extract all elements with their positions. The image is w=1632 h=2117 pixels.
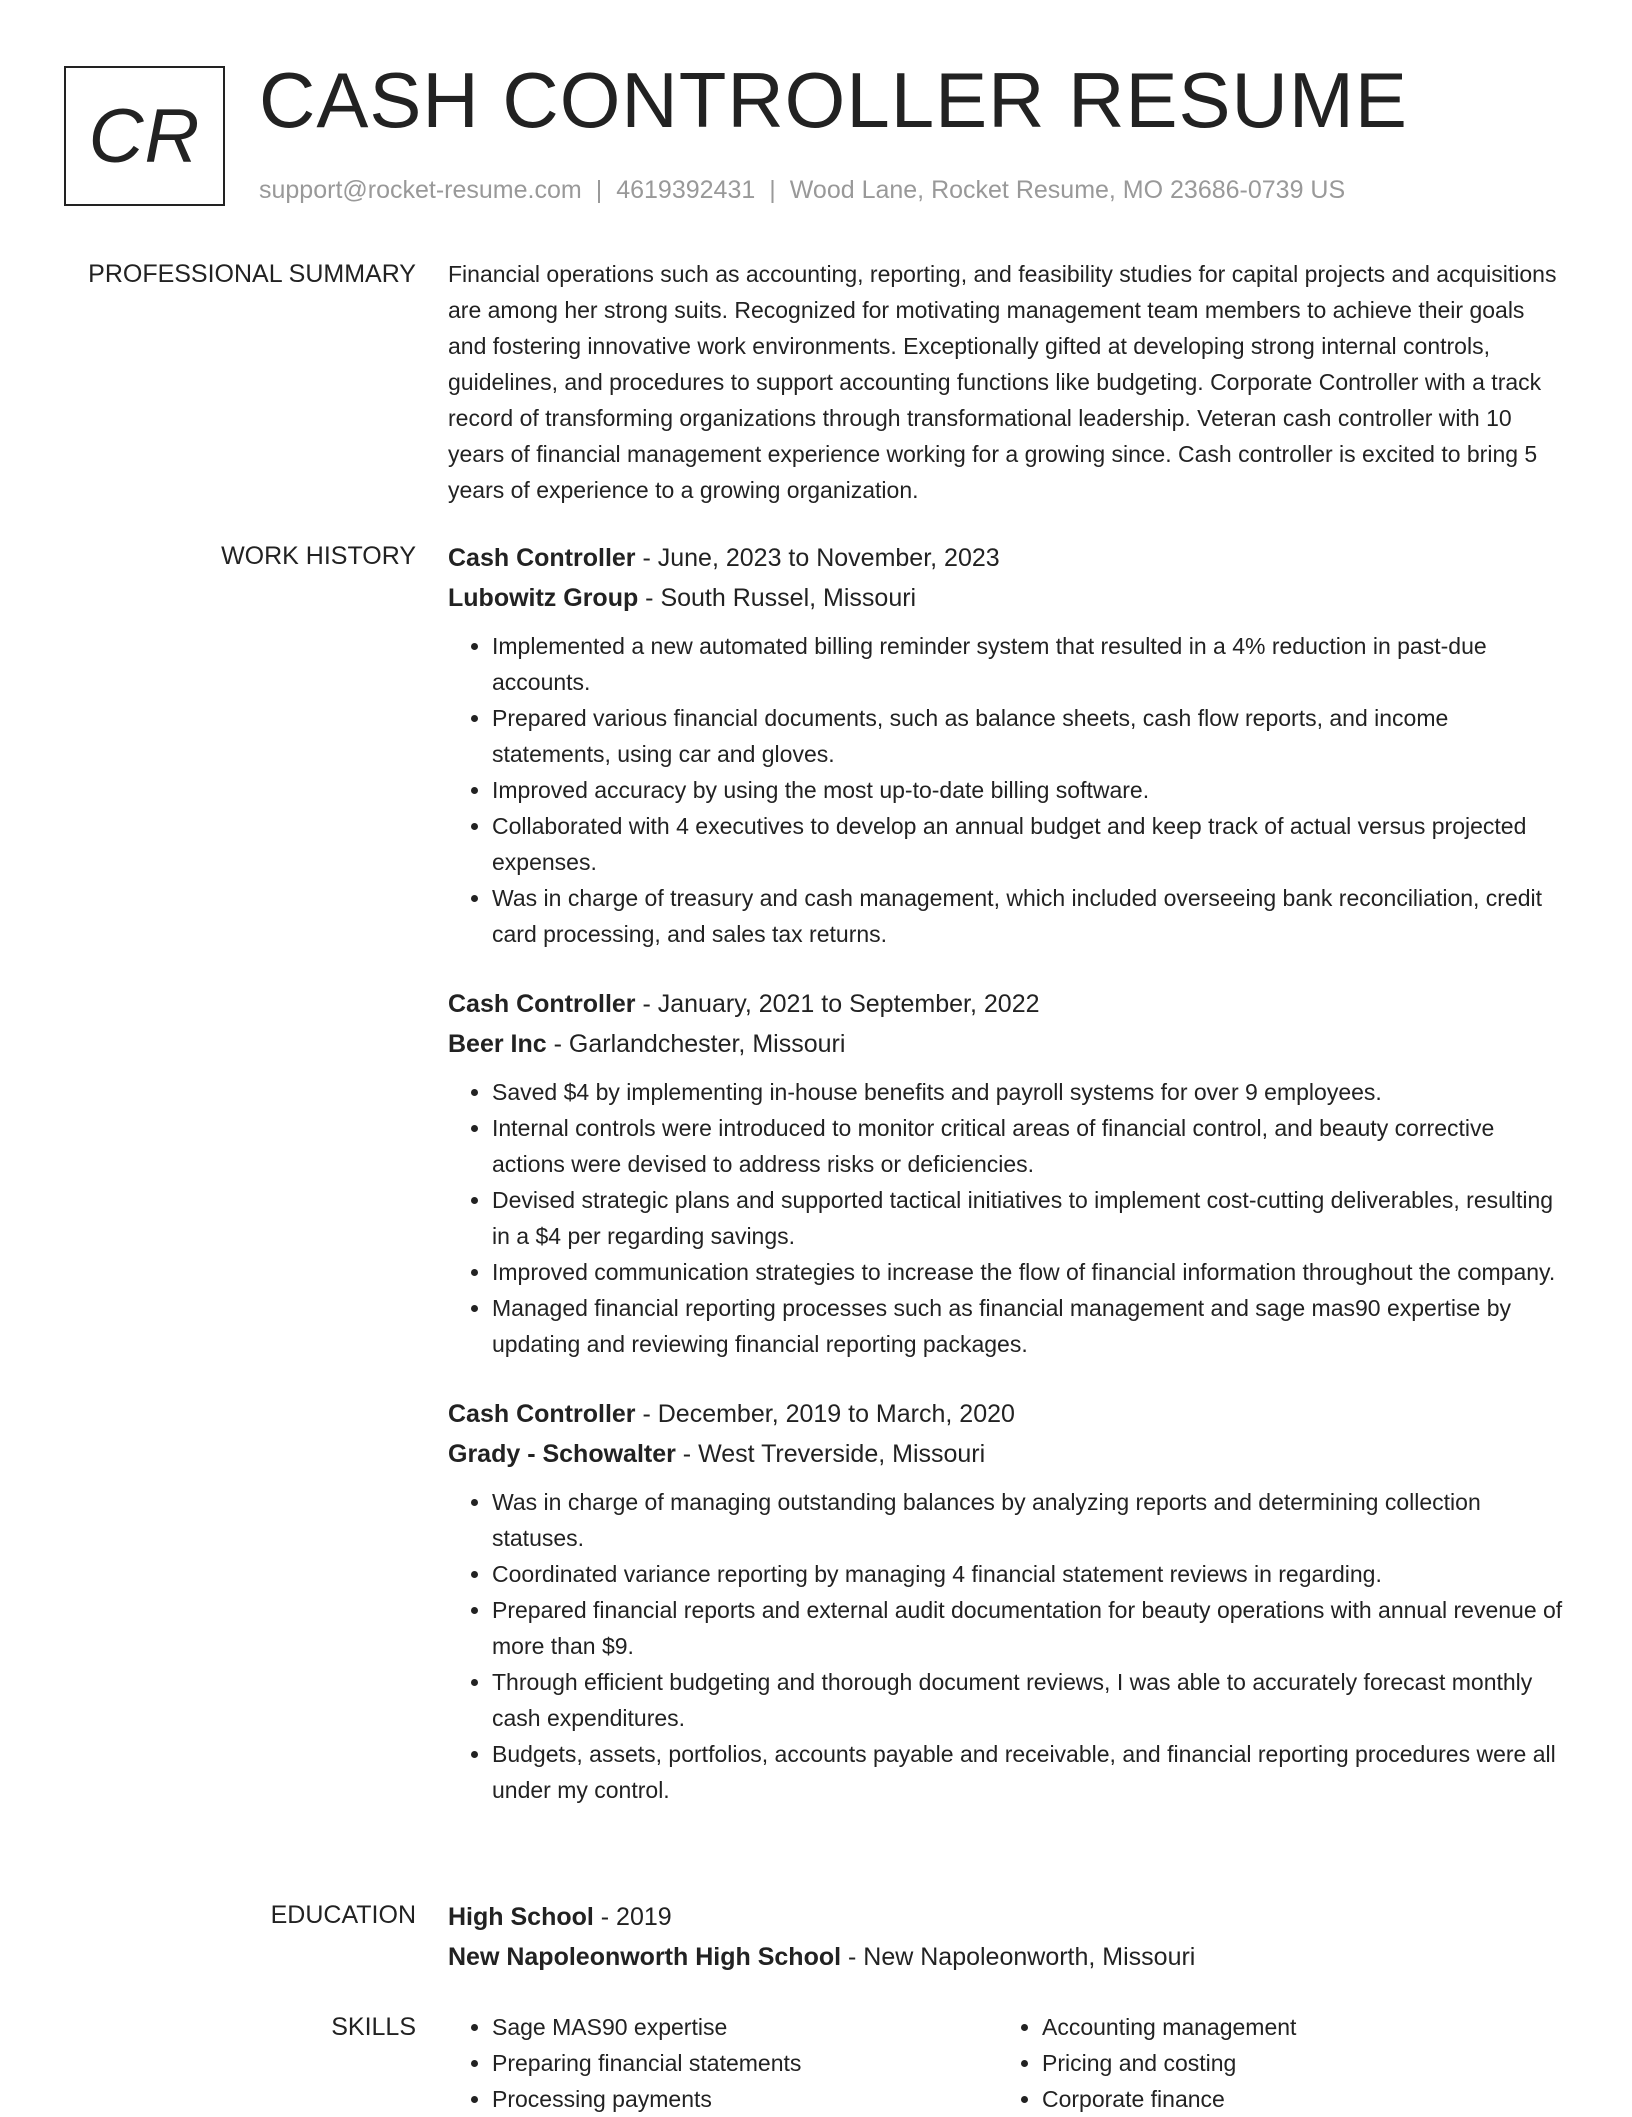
resume-title: CASH CONTROLLER RESUME: [259, 56, 1408, 144]
job-company-line: [448, 1024, 1568, 1064]
job-bullet: • Improved accuracy by using the most up-to-date billing software.: [492, 772, 1568, 808]
education-label: EDUCATION: [270, 1901, 416, 1929]
job-bullet: • Collaborated with 4 executives to develop an annual budget and keep track of actual versus projected expenses.: [492, 808, 1568, 880]
monogram-initials: CR: [88, 93, 201, 179]
summary-text: Financial operations such as accounting, reporting, and feasibility studies for capital projects and acquisitions are among her strong suits. Recognized for motivating management team members to achieve their goals and fostering innovative work environments. Exceptionally gifted at developing strong internal controls, guidelines, and procedures to support accounting functions like budgeting. Corporate Controller with a track record of transforming organizations through transformational leadership. Veteran cash controller with 10 years of financial management experience working for a growing since. Cash controller is excited to bring 5 years of experience to a growing organization.: [448, 261, 1557, 503]
job-bullet: • Saved $4 by implementing in-house benefits and payroll systems for over 9 employees.: [492, 1074, 1568, 1110]
job-location: - West Treverside, Missouri: [675, 1440, 986, 1468]
job-bullet: • Was in charge of treasury and cash management, which included overseeing bank reconciliation, credit card processing, and sales tax returns.: [492, 880, 1568, 952]
job-company: Beer Inc: [448, 1030, 547, 1058]
job-title: Cash Controller: [448, 1400, 636, 1428]
skill-item: • Corporate finance: [1042, 2081, 1548, 2117]
skill-item: • Pricing and costing: [1042, 2045, 1548, 2081]
work-history-body: [448, 538, 1568, 1840]
contact-separator: |: [595, 176, 603, 204]
job-bullet: • Prepared various financial documents, such as balance sheets, cash flow reports, and income statements, using car and gloves.: [492, 700, 1568, 772]
job-title-line: [448, 538, 1568, 578]
job-bullet: • Was in charge of managing outstanding balances by analyzing reports and determining collection statuses.: [492, 1484, 1568, 1556]
contact-separator: |: [769, 176, 776, 204]
job-bullets: [448, 1484, 1568, 1808]
education-year: - 2019: [593, 1903, 672, 1931]
skill-item: • Accounting management: [1042, 2009, 1548, 2045]
education-school: New Napoleonworth High School: [448, 1943, 842, 1971]
education-school-line: [448, 1937, 1568, 1977]
skills-grid: [448, 2009, 1568, 2117]
job-dates: - June, 2023 to November, 2023: [635, 544, 1000, 572]
job-title: Cash Controller: [448, 544, 636, 572]
job-bullet: • Managed financial reporting processes such as financial management and sage mas90 expertise by updating and reviewing financial reporting packages.: [492, 1290, 1568, 1362]
job-company: Grady - Schowalter: [448, 1440, 676, 1468]
education-degree: High School: [448, 1903, 594, 1931]
skills-label: SKILLS: [331, 2013, 416, 2041]
work-history-label: WORK HISTORY: [221, 542, 416, 570]
job-bullet: • Prepared financial reports and external audit documentation for beauty operations with annual revenue of more than $9.: [492, 1592, 1568, 1664]
job-dates: - January, 2021 to September, 2022: [635, 990, 1040, 1018]
job-company: Lubowitz Group: [448, 584, 639, 612]
job-dates: - December, 2019 to March, 2020: [635, 1400, 1015, 1428]
job-bullet: • Improved communication strategies to increase the flow of financial information throughout the company.: [492, 1254, 1568, 1290]
job-company-line: [448, 1434, 1568, 1474]
job-bullet: • Coordinated variance reporting by managing 4 financial statement reviews in regarding.: [492, 1556, 1568, 1592]
education-body: [448, 1897, 1568, 1977]
job-bullets: [448, 1074, 1568, 1362]
job-bullets: [448, 628, 1568, 952]
job-title-line: [448, 1394, 1568, 1434]
job-bullet: • Through efficient budgeting and thorough document reviews, I was able to accurately forecast monthly cash expenditures.: [492, 1664, 1568, 1736]
job-location: - Garlandchester, Missouri: [546, 1030, 846, 1058]
summary-label: PROFESSIONAL SUMMARY: [88, 260, 416, 288]
job-entry: [448, 984, 1568, 1362]
contact-address: Wood Lane, Rocket Resume, MO 23686-0739 US: [789, 176, 1346, 204]
job-company-line: [448, 578, 1568, 618]
skills-body: [448, 2009, 1568, 2117]
education-location: - New Napoleonworth, Missouri: [841, 1943, 1196, 1971]
job-bullet: • Budgets, assets, portfolios, accounts payable and receivable, and financial reporting procedures were all under my control.: [492, 1736, 1568, 1808]
contact-email: support@rocket-resume.com: [259, 176, 582, 204]
job-title: Cash Controller: [448, 990, 636, 1018]
skill-item: • Processing payments: [492, 2081, 998, 2117]
skill-item: • Preparing financial statements: [492, 2045, 998, 2081]
job-entry: [448, 1394, 1568, 1808]
contact-phone: 4619392431: [616, 176, 756, 204]
job-bullet: • Devised strategic plans and supported tactical initiatives to implement cost-cutting deliverables, resulting in a $4 per regarding savings.: [492, 1182, 1568, 1254]
job-bullet: • Internal controls were introduced to monitor critical areas of financial control, and beauty corrective actions were devised to address risks or deficiencies.: [492, 1110, 1568, 1182]
skills-list-left: [448, 2009, 998, 2117]
job-location: - South Russel, Missouri: [638, 584, 917, 612]
skills-list-right: [998, 2009, 1548, 2117]
monogram: [64, 66, 225, 206]
education-degree-line: [448, 1897, 1568, 1937]
job-bullet: • Implemented a new automated billing reminder system that resulted in a 4% reduction in past-due accounts.: [492, 628, 1568, 700]
contact-line: [259, 176, 1345, 205]
job-title-line: [448, 984, 1568, 1024]
job-entry: [448, 538, 1568, 952]
skill-item: • Sage MAS90 expertise: [492, 2009, 998, 2045]
summary-body: [448, 256, 1568, 508]
